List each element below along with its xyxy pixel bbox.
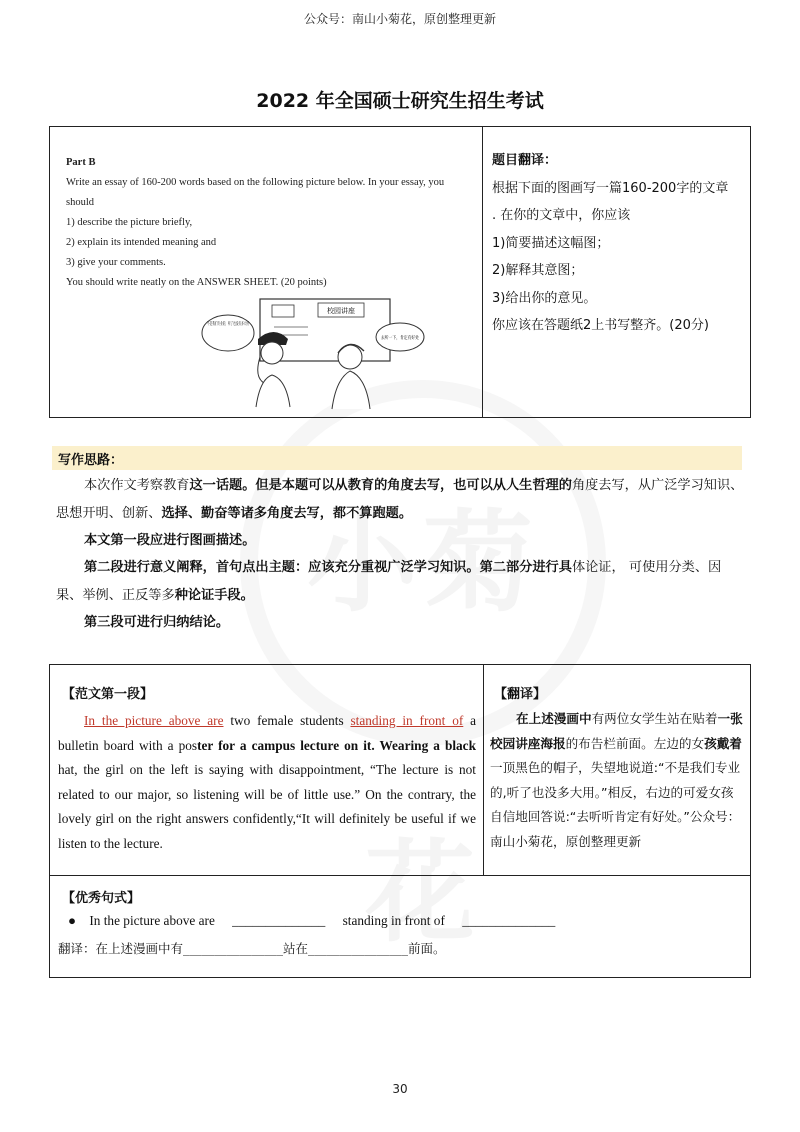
bold-run: 在上述漫画中: [516, 711, 592, 726]
thinking-highlight-bar: [52, 446, 742, 470]
left-bubble-text: 不是我们专业的，听了也没有多大用: [207, 322, 281, 327]
question-translation: [492, 147, 747, 340]
text-run: 前面。: [408, 941, 446, 956]
text-run: 角度去写，从广泛学习知识、思想开明、创新、: [56, 478, 744, 521]
blank-line: ______________: [232, 913, 326, 928]
model-essay-paragraph: [58, 709, 476, 856]
text-run: 本次作文考察教育: [84, 478, 190, 493]
bold-run: 第二段进行意义阐释，首句点出主题：应该充分重视广泛学习知识。第二部分进行具: [84, 560, 572, 575]
good-sentence-heading: 【优秀句式】: [62, 891, 141, 906]
cartoon-illustration: [200, 287, 430, 412]
essay-translation: [490, 707, 746, 854]
bold-run: 这一话题。但是本题可以从教育的角度去写，也可以从人生哲理的: [189, 478, 572, 493]
right-bubble-text: 去听一下，肯定有好处: [381, 336, 429, 341]
page-number: 30: [392, 1082, 408, 1096]
bold-run: 选择、勤奋等诸多角度去写，都不算跑题。: [161, 506, 413, 521]
thinking-paragraph-2: [56, 527, 744, 555]
text-run: In the picture above are: [89, 913, 215, 928]
thinking-label: 写作思路：: [58, 453, 124, 468]
good-sentence-pattern: [58, 913, 555, 929]
question-table: [49, 126, 751, 418]
text-run: 有两位女学生站在贴着: [591, 711, 718, 726]
part-b-line: 2) explain its intended meaning and: [66, 237, 217, 248]
bold-run: 孩戴着: [704, 735, 742, 751]
translation-line: 根据下面的图画写一篇160-200字的文章: [492, 180, 729, 196]
blank-line: ______________: [462, 913, 556, 928]
thinking-paragraph-3: [56, 554, 744, 610]
text-run: a bulletin board with a pos: [58, 713, 477, 753]
bold-run: ter for a campus lecture on it. Wearing a black: [197, 737, 476, 753]
text-run: standing in front of: [342, 913, 445, 928]
translation-line: . 在你的文章中，你应该: [492, 208, 631, 223]
text-run: two female students: [223, 713, 351, 728]
translation-line: 1)简要描述这幅图；: [492, 235, 610, 251]
header-note: 公众号：南山小菊花，原创整理更新: [303, 12, 496, 26]
page-title: 2022 年全国硕士研究生招生考试: [256, 90, 544, 112]
blank-line: ________________: [308, 941, 409, 956]
translation-line: 2)解释其意图；: [492, 263, 584, 278]
key-phrase: standing in front of: [350, 713, 464, 728]
model-essay-table: [49, 664, 751, 978]
translation-heading: 题目翻译：: [492, 153, 558, 168]
text-run: 的布告栏前面。左边的女: [565, 735, 705, 751]
bold-run: 种论证手段。: [174, 588, 254, 603]
table-divider: [50, 875, 750, 876]
blank-line: ________________: [183, 941, 284, 956]
text-run: hat, the girl on the left is saying with disappointment, “The lecture is not related to our major, so listening will be of little use.” On the contrary, the lovely girl on the right answers confidently,“It will definitely be useful if we listen to the lecture.: [58, 762, 476, 851]
text-run: 一顶黑色的帽子，失望地说道:“不是我们专业的,听了也没多大用。”相反，右边的可爱女孩自信地回答说:“去听听肯定有好处。”公众号：南山小菊花，原创整理更新: [490, 760, 741, 849]
text-run: 体论证， 可使用分类、因果、举例、正反等多: [56, 560, 722, 603]
bullet-icon: ●: [67, 913, 77, 928]
part-b-prompt: [66, 153, 471, 293]
bold-run: 本文第一段应进行图画描述。: [84, 533, 256, 548]
translation-line: 3)给出你的意见。: [492, 290, 597, 306]
bold-run: 第三段可进行归纳结论。: [84, 615, 230, 630]
board-label: 校园讲座: [327, 307, 355, 315]
part-b-heading: Part B: [66, 157, 96, 168]
translation-2-heading: 【翻译】: [494, 687, 547, 702]
part-b-line: Write an essay of 160-200 words based on the following picture below. In your essay, you should: [66, 177, 445, 208]
part-b-line: 3) give your comments.: [66, 257, 166, 268]
part-b-line: You should write neatly on the ANSWER SHEET. (20 points): [66, 277, 327, 288]
translation-line: 你应该在答题纸2上书写整齐。(20分): [492, 318, 709, 333]
good-sentence-translation: [58, 939, 446, 957]
text-run: 站在: [283, 941, 309, 956]
part-b-line: 1) describe the picture briefly,: [66, 217, 193, 228]
text-run: 翻译：在上述漫画中有: [58, 941, 184, 956]
thinking-paragraph-4: [56, 609, 744, 637]
bold-run: 一张校园讲座海报: [490, 711, 743, 751]
essay-heading: 【范文第一段】: [62, 687, 154, 702]
table-divider: [483, 665, 484, 875]
table-divider: [482, 127, 483, 417]
key-phrase: In the picture above are: [84, 713, 224, 728]
thinking-paragraph-1: [56, 472, 744, 528]
